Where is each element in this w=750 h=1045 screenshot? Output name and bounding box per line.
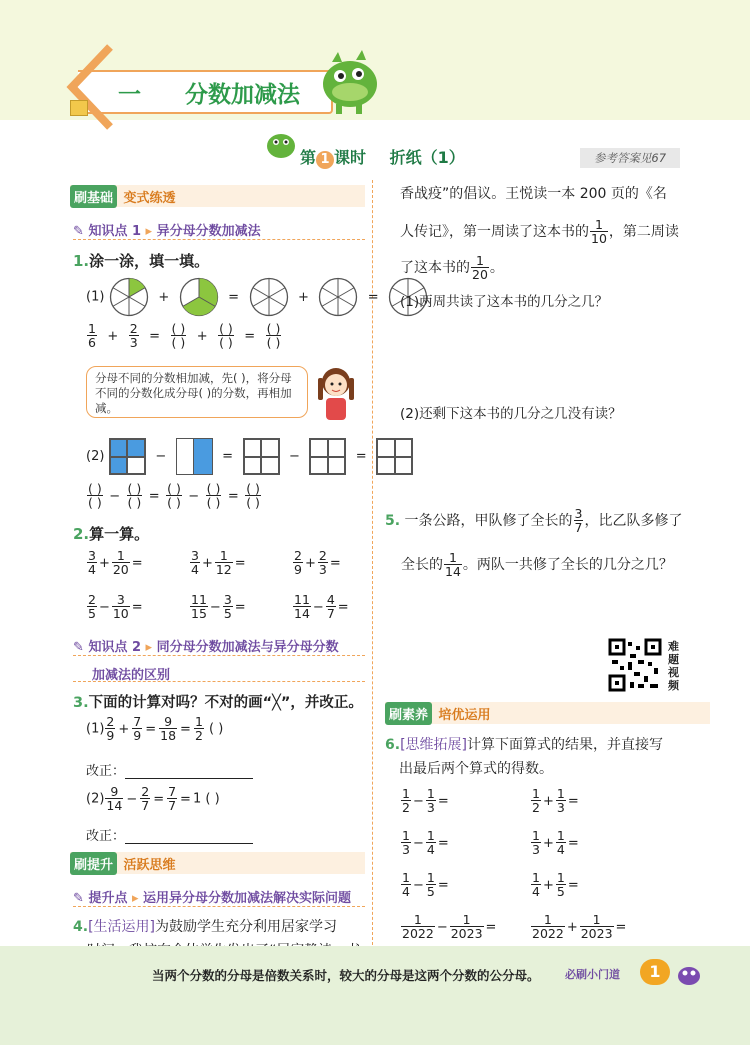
fraction: $\frac{2}{5}$ — [88, 592, 96, 621]
fraction: $\frac{2}{9}$ — [294, 548, 302, 577]
exercise-item[interactable]: $\frac{1}{2022}$ + $\frac{1}{2023}$ = — [532, 912, 627, 941]
section-literacy-tag: 刷素养 — [385, 702, 432, 725]
grid-empty-2[interactable] — [309, 438, 346, 475]
section-improve-tag: 刷提升 — [70, 852, 117, 875]
exercise-item[interactable]: $\frac{3}{4}$ + $\frac{1}{20}$ = — [88, 548, 143, 577]
exercise-item[interactable]: $\frac{2}{9}$ + $\frac{2}{3}$ = — [294, 548, 341, 577]
qr-code-icon[interactable] — [608, 638, 662, 692]
fraction: $\frac{3}{4}$ — [88, 548, 96, 577]
question-1-stem: 1.涂一涂，填一填。 — [73, 252, 210, 270]
lesson-title: 折纸（1） — [389, 148, 465, 167]
fraction: $\frac{1}{12}$ — [215, 548, 232, 577]
unit-number: 一 — [118, 82, 141, 108]
improve-point: ✎ 提升点 ▸ 运用异分母分数加减法解决实际问题 — [73, 891, 352, 906]
pencil-icon: ✎ — [73, 224, 84, 239]
fraction: $\frac{1}{4}$ — [426, 828, 435, 857]
question-3-part-2: (2) $\frac{9}{14}$ − $\frac{2}{7}$ = $\frac{7}{7}$ = 1 ( ) — [86, 784, 220, 813]
grid-empty-3[interactable] — [376, 438, 413, 475]
knowledge-label: 知识点 2 — [88, 640, 142, 655]
circle-thirds-shaded — [179, 277, 219, 317]
fraction: $\frac{2}{3}$ — [129, 321, 138, 350]
cube-icon — [70, 100, 88, 116]
fraction: $\frac{1}{5}$ — [556, 870, 565, 899]
question-3-correct-2: 改正： — [86, 825, 253, 844]
section-literacy-subtitle: 培优运用 — [438, 708, 491, 723]
fraction: $\frac{1}{2022}$ — [532, 912, 564, 941]
knowledge-label: 知识点 1 — [88, 224, 142, 239]
pencil-icon: ✎ — [73, 891, 84, 906]
fraction: $\frac{1}{5}$ — [426, 870, 435, 899]
knowledge2-underline-2 — [73, 668, 365, 682]
question-4-continued: 香战疫”的倡议。王悦读一本 200 页的《名 人传记》，第一周读了这本书的 $\frac{1}{10}$ ，第二周读 了这本书的 $\frac{1}{20}$ 。 — [400, 186, 679, 282]
banner-chevron-icon — [62, 42, 122, 132]
question-5: 5. 一条公路，甲队修了全长的 $\frac{3}{7}$ ，比乙队多修了 全长的 $\frac{1}{14}$ 。两队一共修了全长的几分之几？ — [385, 506, 683, 579]
question-1-part-1-equation: $\frac{1}{6}$ + $\frac{2}{3}$ = $\frac{( )}{( )}$ + $\frac{( )}{( )}$ = $\frac{( )}{( )}$ — [88, 321, 281, 350]
blank-fraction[interactable]: $\frac{( )}{( )}$ — [246, 481, 260, 510]
knowledge2-underline — [73, 642, 365, 656]
question-4-sub-1: (1)两周共读了这本书的几分之几？ — [400, 294, 609, 310]
pencil-icon: ✎ — [73, 640, 84, 655]
knowledge-title-line2: 加减法的区别 — [92, 668, 171, 683]
question-4-sub-2: (2)还剩下这本书的几分之几没有读？ — [400, 406, 622, 422]
fraction: $\frac{3}{10}$ — [112, 592, 129, 621]
question-3-part-1: (1) $\frac{2}{9}$ + $\frac{7}{9}$ = $\frac{9}{18}$ = $\frac{1}{2}$ ( ) — [86, 714, 224, 743]
exercise-item[interactable]: $\frac{1}{2022}$ − $\frac{1}{2023}$ = — [402, 912, 497, 941]
fraction: $\frac{1}{6}$ — [88, 321, 96, 350]
exercise-item[interactable]: $\frac{1}{4}$ + $\frac{1}{5}$ = — [532, 870, 579, 899]
section-literacy-header — [385, 702, 710, 724]
section-improve-header — [70, 852, 365, 874]
page-number: 1 — [640, 959, 670, 985]
fraction: $\frac{1}{2}$ — [532, 786, 540, 815]
blank-fraction[interactable]: $\frac{( )}{( )}$ — [167, 481, 181, 510]
judge-paren[interactable]: ( ) — [205, 791, 220, 807]
question-4-start: 4.[生活运用]为鼓励学生充分利用居家学习 — [73, 919, 337, 935]
fraction: $\frac{1}{4}$ — [556, 828, 565, 857]
correction-line[interactable] — [125, 778, 253, 779]
girl-avatar-icon — [312, 362, 360, 426]
question-3-correct-1: 改正： — [86, 760, 253, 779]
fraction: $\frac{1}{4}$ — [532, 870, 540, 899]
footer-tip: 当两个分数的分母是倍数关系时，较大的分母是这两个分数的公分母。 — [152, 968, 540, 983]
footer-brand: 必刷小门道 — [565, 968, 620, 981]
fraction: $\frac{1}{2023}$ — [580, 912, 613, 941]
exercise-item[interactable]: $\frac{11}{15}$ − $\frac{3}{5}$ = — [191, 592, 246, 621]
exercise-item[interactable]: $\frac{1}{2}$ + $\frac{1}{3}$ = — [532, 786, 579, 815]
footer-bar — [0, 946, 750, 1045]
blank-fraction[interactable]: $\frac{( )}{( )}$ — [266, 321, 281, 350]
blank-fraction[interactable]: $\frac{( )}{( )}$ — [206, 481, 221, 510]
lesson-heading: 第 1 课时 折纸（1） — [300, 148, 465, 167]
circle-sixths-shaded — [109, 277, 149, 317]
question-1-part-2-grids: (2) − = − = — [86, 438, 413, 475]
fraction: $\frac{1}{2022}$ — [402, 912, 434, 941]
hint-bubble: 分母不同的分数相加减，先( )，将分母不同的分数化成分母( )的分数，再相加减。 — [86, 366, 308, 418]
blank-fraction[interactable]: $\frac{( )}{( )}$ — [171, 321, 186, 350]
dinosaur-mascot-icon — [312, 48, 388, 114]
circle-sixths-empty-1[interactable] — [249, 277, 289, 317]
question-3-stem: 3.下面的计算对吗？不对的画“╳”，并改正。 — [73, 695, 363, 711]
fraction: $\frac{1}{3}$ — [402, 828, 410, 857]
exercise-item[interactable]: $\frac{2}{5}$ − $\frac{3}{10}$ = — [88, 592, 143, 621]
question-6-stem: 6.[思维拓展]计算下面算式的结果，并直接写 出最后两个算式的得数。 — [385, 737, 663, 777]
knowledge-point-1: ✎ 知识点 1 ▸ 异分母分数加减法 — [73, 224, 261, 239]
exercise-item[interactable]: $\frac{3}{4}$ + $\frac{1}{12}$ = — [191, 548, 246, 577]
unit-name: 分数加减法 — [185, 82, 301, 108]
question-1-part-2-equation: $\frac{( )}{( )}$ − $\frac{( )}{( )}$ = $\frac{( )}{( )}$ − $\frac{( )}{( )}$ = $\frac{( )}{( )}$ — [88, 481, 260, 510]
exercise-item[interactable]: $\frac{1}{4}$ − $\frac{1}{5}$ = — [402, 870, 449, 899]
exercise-item[interactable]: $\frac{1}{3}$ − $\frac{1}{4}$ = — [402, 828, 449, 857]
grid-quarters-shaded — [109, 438, 146, 475]
section-improve-subtitle: 活跃思维 — [123, 858, 176, 873]
grid-halves-shaded — [176, 438, 213, 475]
question-1-part-1-circles: (1) + = + = — [86, 277, 428, 317]
blank-fraction[interactable]: $\frac{( )}{( )}$ — [127, 481, 142, 510]
grid-empty-1[interactable] — [243, 438, 280, 475]
section-basic-header — [70, 185, 365, 207]
knowledge-point-2: ✎ 知识点 2 ▸ 同分母分数加减法与异分母分数 — [73, 640, 339, 655]
fraction: $\frac{1}{4}$ — [402, 870, 410, 899]
mascot-footer-icon — [674, 960, 704, 988]
blank-fraction[interactable]: $\frac{( )}{( )}$ — [219, 321, 233, 350]
fraction: $\frac{1}{3}$ — [556, 786, 565, 815]
section-basic-subtitle: 变式练透 — [123, 191, 176, 206]
fraction: $\frac{11}{14}$ — [294, 592, 310, 621]
fraction: $\frac{1}{2023}$ — [450, 912, 483, 941]
qr-label: 难题视频 — [668, 640, 679, 692]
lesson-number-badge: 1 — [316, 151, 334, 169]
fraction: $\frac{1}{20}$ — [112, 548, 129, 577]
question-2-stem: 2.算一算。 — [73, 525, 150, 543]
knowledge-title: 异分母分数加减法 — [156, 224, 261, 239]
judge-paren[interactable]: ( ) — [209, 721, 224, 737]
correction-line[interactable] — [125, 843, 253, 844]
fraction: $\frac{11}{15}$ — [191, 592, 207, 621]
fraction: $\frac{2}{3}$ — [318, 548, 327, 577]
section-basic-tag: 刷基础 — [70, 185, 117, 208]
fraction: $\frac{3}{4}$ — [191, 548, 199, 577]
fraction: $\frac{4}{7}$ — [326, 592, 335, 621]
fraction: $\frac{3}{5}$ — [223, 592, 232, 621]
fraction: $\frac{1}{3}$ — [532, 828, 540, 857]
exercise-item[interactable]: $\frac{1}{2}$ − $\frac{1}{3}$ = — [402, 786, 449, 815]
unit-title — [118, 76, 300, 109]
small-dino-icon — [262, 128, 300, 162]
fraction: $\frac{1}{3}$ — [426, 786, 435, 815]
improve-underline — [73, 893, 365, 907]
exercise-item[interactable]: $\frac{1}{3}$ + $\frac{1}{4}$ = — [532, 828, 579, 857]
knowledge1-underline — [73, 226, 365, 240]
answer-reference: 参考答案见67 — [580, 148, 680, 168]
circle-sixths-empty-2[interactable] — [318, 277, 358, 317]
knowledge-title: 同分母分数加减法与异分母分数 — [156, 640, 339, 655]
exercise-item[interactable]: $\frac{11}{14}$ − $\frac{4}{7}$ = — [294, 592, 349, 621]
fraction: $\frac{1}{2}$ — [402, 786, 410, 815]
blank-fraction[interactable]: $\frac{( )}{( )}$ — [88, 481, 102, 510]
